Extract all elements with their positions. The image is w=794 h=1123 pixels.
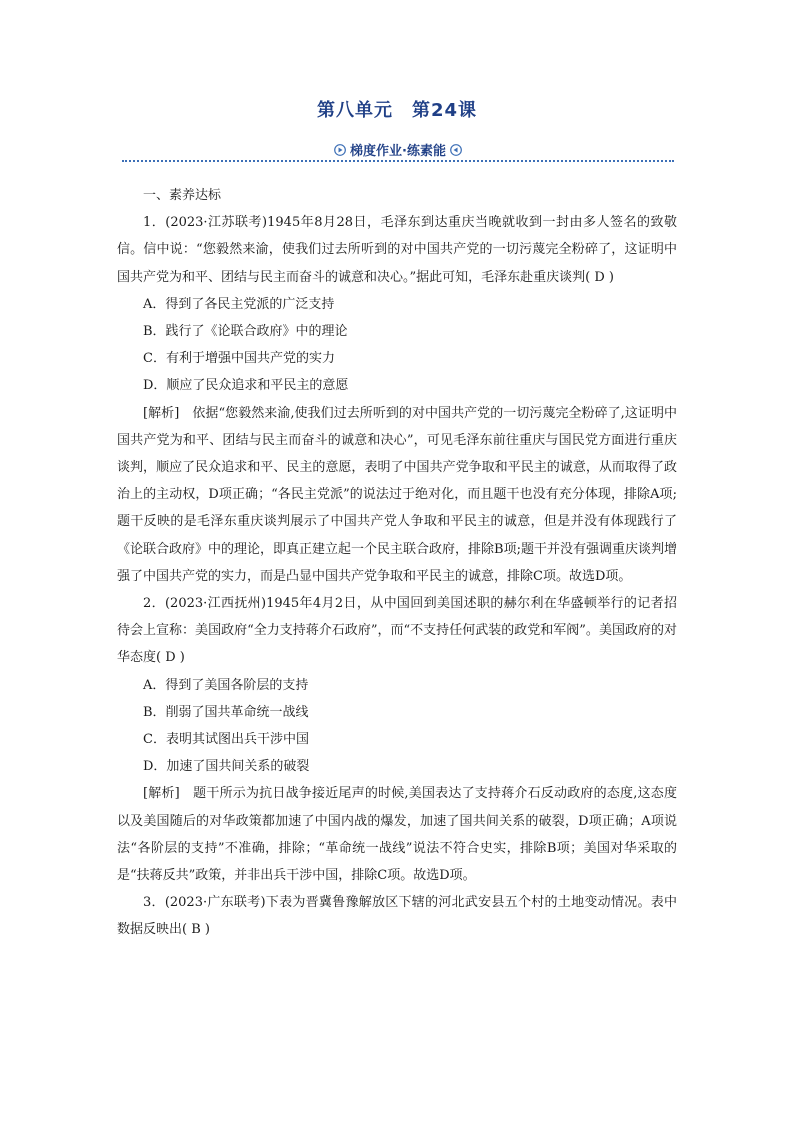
question-1-analysis: [解析] 依据“您毅然来渝,使我们过去所听到的对中国共产党的一切污蔑完全粉碎了,这证明中国共产党为和平、团结与民主而奋斗的诚意和决心”，可见毛泽东前往重庆与国民党方面进行重庆谈判，顺应了民众追求和平、民主的意愿，表明了中国共产党争取和平民主的诚意，从而取得了政治上的主动权，D项正确；“各民主党派”的说法过于绝对化，而且题干也没有充分体现，排除A项;题干反映的是毛泽东重庆谈判展示了中国共产党人争取和平民主的诚意，但是并没有体现践行了《论联合政府》中的理论，即真正建立起一个民主联合政府，排除B项;题干并没有强调重庆谈判增强了中国共产党的实力，而是凸显中国共产党争取和平民主的诚意，排除C项。故选D项。 xyxy=(117,405,677,584)
question-2-option-a: A．得到了美国各阶层的支持 xyxy=(143,677,309,693)
question-2-stem: 2．(2023·江西抚州)1945年4月2日，从中国回到美国述职的赫尔利在华盛顿举行的记者招待会上宣称：美国政府“全力支持蒋介石政府”，而“不支持任何武装的政党和军阀”。美国政府的对华态度( D ) xyxy=(117,596,677,666)
play-left-icon xyxy=(450,144,462,156)
question-1-stem: 1．(2023·江苏联考)1945年8月28日，毛泽东到达重庆当晚就收到一封由多人签名的致敬信。信中说：“您毅然来渝，使我们过去所听到的对中国共产党的一切污蔑完全粉碎了，这证明中国共产党为和平、团结与民主而奋斗的诚意和决心。”据此可知，毛泽东赴重庆谈判( D ) xyxy=(117,215,677,285)
document-body xyxy=(117,182,677,944)
subtitle-text: 梯度作业·练素能 xyxy=(350,144,446,159)
question-1-option-b: B．践行了《论联合政府》中的理论 xyxy=(143,324,348,340)
dotted-divider xyxy=(122,160,674,162)
play-right-icon xyxy=(334,144,346,156)
subtitle-label xyxy=(328,140,468,159)
section-heading: 一、素养达标 xyxy=(143,188,222,203)
question-3-stem: 3．(2023·广东联考)下表为晋冀鲁豫解放区下辖的河北武安县五个村的土地变动情况。表中数据反映出( B ) xyxy=(117,895,677,938)
question-2-analysis: [解析] 题干所示为抗日战争接近尾声的时候,美国表达了支持蒋介石反动政府的态度,这态度以及美国随后的对华政策都加速了中国内战的爆发，加速了国共间关系的破裂，D项正确；A项说法“各阶层的支持”不准确，排除；“革命统一战线”说法不符合史实，排除B项；美国对华采取的是“扶蒋反共”政策，并非出兵干涉中国，排除C项。故选D项。 xyxy=(117,786,677,884)
subtitle-banner xyxy=(122,140,674,162)
question-2-option-b: B．削弱了国共革命统一战线 xyxy=(143,704,309,720)
question-1-option-d: D．顺应了民众追求和平民主的意愿 xyxy=(143,378,349,394)
question-2-option-c: C．表明其试图出兵干涉中国 xyxy=(143,732,309,748)
page-title: 第八单元 第24课 xyxy=(316,100,478,121)
question-1-option-c: C．有利于增强中国共产党的实力 xyxy=(143,351,335,367)
question-1-option-a: A．得到了各民主党派的广泛支持 xyxy=(143,296,335,312)
question-2-option-d: D．加速了国共间关系的破裂 xyxy=(143,759,310,775)
